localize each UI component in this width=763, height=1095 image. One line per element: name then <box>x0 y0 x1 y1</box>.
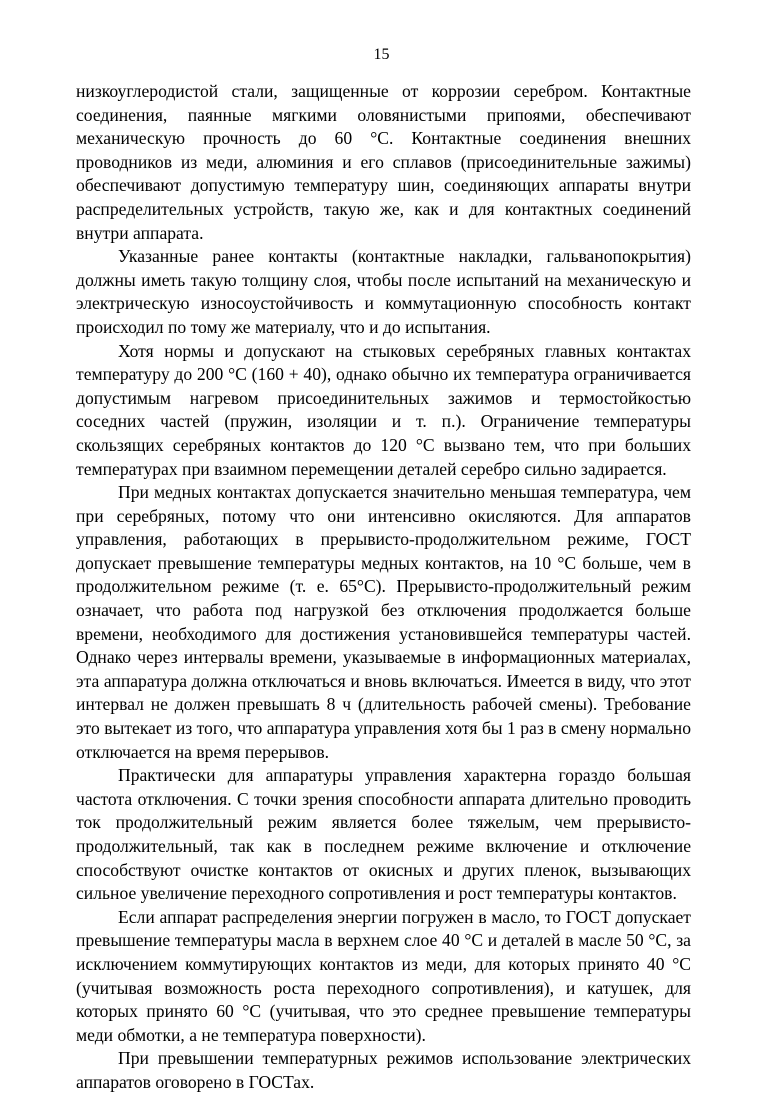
paragraph-7: При превышении температурных режимов использование электрических аппаратов оговорено в ГОСТах. <box>76 1048 691 1092</box>
paragraph-2: Указанные ранее контакты (контактные накладки, гальванопокрытия) должны иметь такую толщину слоя, чтобы после испытаний на механическую и электрическую износоустойчивость и коммутационную способность контакт происходил по тому же материалу, что и до испытания. <box>76 246 691 337</box>
paragraph-5: Практически для аппаратуры управления характерна гораздо большая частота отключения. С точки зрения способности аппарата длительно проводить ток продолжительный режим является более тяжелым, чем прерывисто-продолжительный, так как в последнем режиме включение и отключение способствуют очистке контактов от окисных и других пленок, вызывающих сильное увеличение переходного сопротивления и рост температуры контактов. <box>76 765 691 904</box>
paragraph-1: низкоуглеродистой стали, защищенные от коррозии серебром. Контактные соединения, паянные мягкими оловянистыми припоями, обеспечивают механическую прочность до 60 °С. Контактные соединения внешних проводников из меди, алюминия и его сплавов (присоединительные зажимы) обеспечивают допустимую температуру шин, соединяющих аппараты внутри распределительных устройств, такую же, как и для контактных соединений внутри аппарата. <box>76 81 691 243</box>
paragraph-6: Если аппарат распределения энергии погружен в масло, то ГОСТ допускает превышение температуры масла в верхнем слое 40 °С и деталей в масле 50 °С, за исключением коммутирующих контактов из меди, для которых принято 40 °С (учитывая возможность роста переходного сопротивления), и катушек, для которых принято 60 °С (учитывая, что это среднее превышение температуры меди обмотки, а не температура поверхности). <box>76 906 691 1045</box>
body-text <box>76 80 691 1095</box>
page-number: 15 <box>373 46 390 63</box>
paragraph-4: При медных контактах допускается значительно меньшая температура, чем при серебряных, потому что они интенсивно окисляются. Для аппаратов управления, работающих в прерывисто-продолжительном режиме, ГОСТ допускает превышение температуры медных контактов, на 10 °С больше, чем в продолжительном режиме (т. е. 65°С). Прерывисто-продолжительный режим означает, что работа под нагрузкой без отключения продолжается больше времени, необходимого для достижения установившейся температуры частей. Однако через интервалы времени, указываемые в информационных материалах, эта аппаратура должна отключаться и вновь включаться. Имеется в виду, что этот интервал не должен превышать 8 ч (длительность рабочей смены). Требование это вытекает из того, что аппаратура управления хотя бы 1 раз в смену нормально отключается на время перерывов. <box>76 482 691 762</box>
paragraph-3: Хотя нормы и допускают на стыковых серебряных главных контактах температуру до 200 °С (160 + 40), однако обычно их температура ограничивается допустимым нагревом присоединительных зажимов и термостойкостью соседних частей (пружин, изоляции и т. п.). Ограничение температуры скользящих серебряных контактов до 120 °С вызвано тем, что при больших температурах при взаимном перемещении деталей серебро сильно задирается. <box>76 340 691 479</box>
